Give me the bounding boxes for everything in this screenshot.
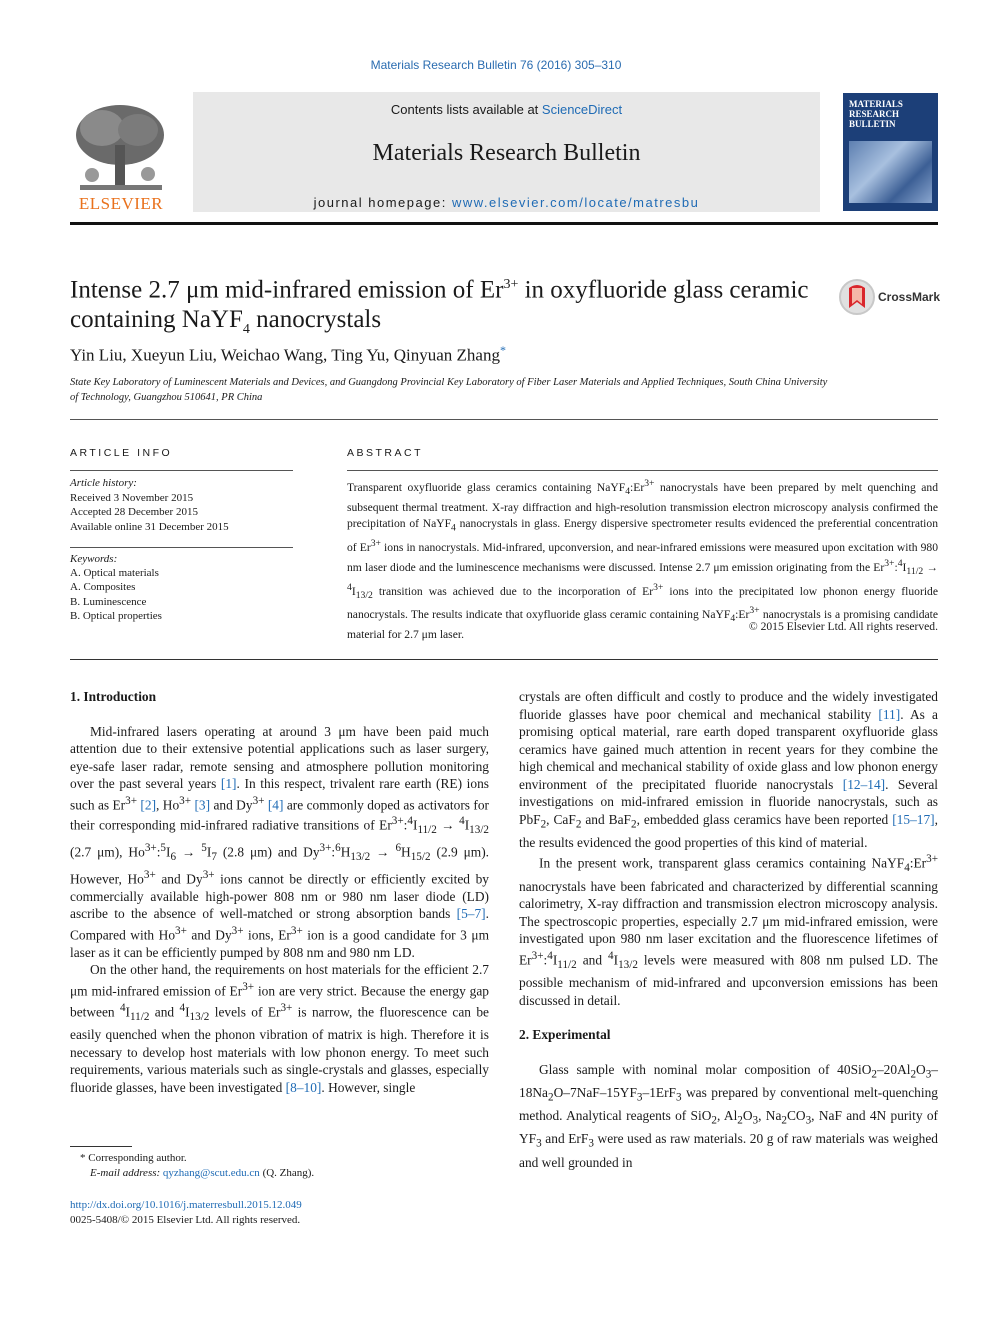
citation-link[interactable]: [8–10] (285, 1079, 322, 1095)
author-email-link[interactable]: qyzhang@scut.edu.cn (162, 1167, 260, 1179)
online-date: Available online 31 December 2015 (70, 520, 229, 533)
journal-reference[interactable]: Materials Research Bulletin 76 (2016) 305–310 (370, 58, 622, 72)
abstract-text: Transparent oxyfluoride glass ceramics containing $NaYF_4:Er^{3+}$ nanocrystals have been prepared by melt quenching and subsequent thermal treatment. X-ray diffraction and high-resolution transmission electron microscopy analysis confirmed the precipitation of NaYF$_4$ nanocrystals in glass. Energy dispersive spectrometer results evidenced the preferential concentration of $Er^{3+}$ ions in nanocrystals. Mid-infrared, upconversion, and near-infrared emissions were measured upon excitation with 980 nm laser diode and the luminescence mechanisms were discussed. Intense 2.7 μm emission originating from the $Er^{3+}:^4I_{11/2} \to ^4I_{13/2}$ transition was achieved due to the incorporation of $Er^{3+}$ ions into the precipitated low phonon energy fluoride nanocrystals. The results indicate that oxyfluoride glass ceramic containing $NaYF_4:Er^{3+}$ nanocrystals is a promising candidate material for 2.7 μm laser. (347, 478, 939, 642)
footnote-mark: * (80, 1152, 86, 1164)
elsevier-logo (70, 100, 172, 212)
article-title (70, 270, 810, 345)
keyword-item: A. Optical materials (70, 567, 159, 580)
body-rule (70, 659, 938, 660)
journal-homepage-link[interactable]: www.elsevier.com/locate/matresbu (451, 195, 700, 210)
crossmark-label: CrossMark (878, 290, 941, 304)
crossmark-icon (838, 278, 876, 316)
email-label: E-mail address: (90, 1167, 161, 1179)
title-subscript: 4 (242, 322, 250, 338)
footnote (70, 1151, 489, 1181)
citation-link[interactable]: [15–17] (892, 811, 935, 827)
body-column-left (70, 688, 489, 1096)
copyright-notice: © 2015 Elsevier Ltd. All rights reserved. (748, 620, 938, 633)
elsevier-wordmark: ELSEVIER (78, 194, 164, 213)
author-list (70, 343, 506, 366)
citation-link[interactable]: [3] (194, 796, 211, 812)
issn-line: 0025-5408/© 2015 Elsevier Ltd. All rights reserved. (70, 1214, 301, 1226)
paragraph: In the present work, transparent glass ceramics containing $NaYF_4:Er^{3+}$ nanocrystals have been fabricated and characterized by differential scanning calorimetry, X-ray diffraction and transmission electron microscopy analysis. The spectroscopic properties, especially 2.7 μm mid-infrared emission, were investigated upon 980 nm laser excitation and the fluorescence lifetimes of $Er^{3+}:^4I_{11/2}$ and $^4I_{13/2}$ levels were measured with 808 nm pulsed LD. The possible mechanism of mid-infrared and upconversion emissions has been discussed in detail. (519, 853, 938, 1008)
keywords-block (70, 552, 293, 623)
citation-link[interactable]: [2] (140, 796, 157, 812)
footnote-rule (70, 1146, 132, 1147)
title-superscript: 3+ (503, 277, 519, 292)
doi-link[interactable]: http://dx.doi.org/10.1016/j.materresbull.2015.12.049 (70, 1199, 302, 1211)
sciencedirect-link[interactable]: ScienceDirect (541, 102, 623, 117)
title-text-2: in oxyfluoride glass ceramic containing NaYF (70, 276, 809, 334)
body-column-right (519, 688, 938, 1171)
paragraph: Mid-infrared lasers operating at around 3 μm have been paid much attention due to their extensive potential applications such as laser surgery, eye-safe laser radar, remote sensing and atmosphere pollution monitoring over the past several years [1]. In this respect, trivalent rare earth (RE) ions such as $Er^{3+}$ [2], $Ho^{3+}$ [3] and $Dy^{3+}$ [4] are commonly doped as activators for their corresponding mid-infrared radiative transitions of $Er^{3+}:^4I_{11/2} \to ^4I_{13/2}$ (2.7 μm), $Ho^{3+}:^5I_6 \to ^5I_7$ (2.8 μm) and $Dy^{3+}:^6H_{13/2} \to ^6H_{15/2}$ (2.9 μm). However, $Ho^{3+}$ and $Dy^{3+}$ ions cannot be directly or efficiently excited by commercially available high-power 808 nm or 980 nm laser diode (LD) ascribe to the absence of well-matched or strong absorption bands [5–7]. Compared with $Ho^{3+}$ and $Dy^{3+}$ ions, $Er^{3+}$ ion is a good candidate for 3 μm laser as it can be efficiently pumped by 808 nm and 980 nm LD. (70, 723, 489, 960)
homepage-prefix: journal homepage: (313, 195, 452, 210)
article-history (70, 476, 293, 534)
header-rule (70, 222, 938, 225)
homepage-line (193, 195, 820, 210)
abstract-heading: ABSTRACT (347, 447, 424, 459)
section-heading-introduction: 1. Introduction (70, 689, 157, 704)
paragraph: crystals are often difficult and costly to produce and the widely investigated fluoride glasses have poor chemical and mechanical stability [11]. As a promising optical material, rare earth doped transparent oxyfluoride glass ceramics have gained much attention in recent years for they combine the high chemical and mechanical stability of oxide glass and low phonon energy environment of the precipitated fluoride nanocrystals [12–14]. Several investigations on mid-infrared emission in fluoride nanocrystals, such as PbF$_2$, CaF$_2$ and BaF$_2$, embedded glass ceramics have been reported [15–17], the results evidenced the good properties of this kind of material. (519, 689, 938, 850)
corresponding-author-note: Corresponding author. (88, 1152, 187, 1164)
title-text-1: Intense 2.7 μm mid-infrared emission of Er (70, 276, 504, 304)
keywords-label: Keywords: (70, 553, 118, 565)
cover-artwork (849, 141, 932, 203)
title-text-3: nanocrystals (249, 306, 382, 334)
article-info-heading: ARTICLE INFO (70, 447, 173, 459)
history-label: Article history: (70, 477, 137, 489)
citation-link[interactable]: [4] (267, 796, 284, 812)
keyword-item: B. Optical properties (70, 609, 162, 622)
section-heading-experimental: 2. Experimental (519, 1027, 611, 1043)
citation-link[interactable]: [5–7] (456, 906, 486, 922)
received-date: Received 3 November 2015 (70, 491, 194, 504)
article-info-rule (70, 470, 293, 471)
affiliation-rule (70, 419, 938, 420)
keyword-item: B. Luminescence (70, 595, 147, 608)
corresponding-author-mark[interactable]: * (499, 343, 506, 357)
paragraph: On the other hand, the requirements on host materials for the efficient 2.7 μm mid-infrared emission of $Er^{3+}$ ion are very strict. Because the energy gap between $^4I_{11/2}$ and $^4I_{13/2}$ levels of $Er^{3+}$ is narrow, the fluorescence can be easily quenched when the phonon vibration of matrix is high. Therefore it is necessary to develop host materials with low phonon energy. To meet such requirements, various materials such as single-crystals and glasses, especially fluoride glasses, have been investigated [8–10]. However, single (70, 962, 489, 1095)
contents-prefix: Contents lists available at (390, 102, 542, 117)
cover-title: MATERIALS RESEARCH BULLETIN (849, 99, 903, 129)
affiliation: State Key Laboratory of Luminescent Materials and Devices, and Guangdong Provincial Key Laboratory of Fiber Laser Materials and Applied Techniques, South China University of Technology, Guangzhou 510641, PR China (70, 377, 828, 403)
contents-line (193, 102, 820, 117)
journal-cover-image[interactable] (843, 93, 938, 211)
citation-link[interactable]: [11] (878, 706, 901, 722)
journal-name: Materials Research Bulletin (372, 140, 641, 166)
citation-link[interactable]: [12–14] (842, 776, 886, 792)
authors-text: Yin Liu, Xueyun Liu, Weichao Wang, Ting Yu, Qinyuan Zhang (70, 345, 500, 365)
crossmark-badge[interactable] (838, 278, 941, 318)
keyword-item: A. Composites (70, 581, 136, 594)
abstract-rule (347, 470, 938, 471)
paragraph: Glass sample with nominal molar composition of $40SiO_2-20Al_2O_3-18Na_2O-7NaF-15YF_3-1ErF_3$ was prepared by conventional melt-quenching method. Analytical reagents of SiO$_2$, $Al_2O_3$, $Na_2CO_3$, NaF and 4N purity of $YF_3$ and ErF$_3$ were used as raw materials. 20 g of raw materials was weighed and well grounded in (519, 1061, 938, 1170)
citation-link[interactable]: [1] (220, 776, 237, 791)
doi-block (70, 1198, 489, 1228)
keywords-rule (70, 547, 293, 548)
accepted-date: Accepted 28 December 2015 (70, 506, 198, 518)
email-suffix: (Q. Zhang). (259, 1167, 315, 1179)
